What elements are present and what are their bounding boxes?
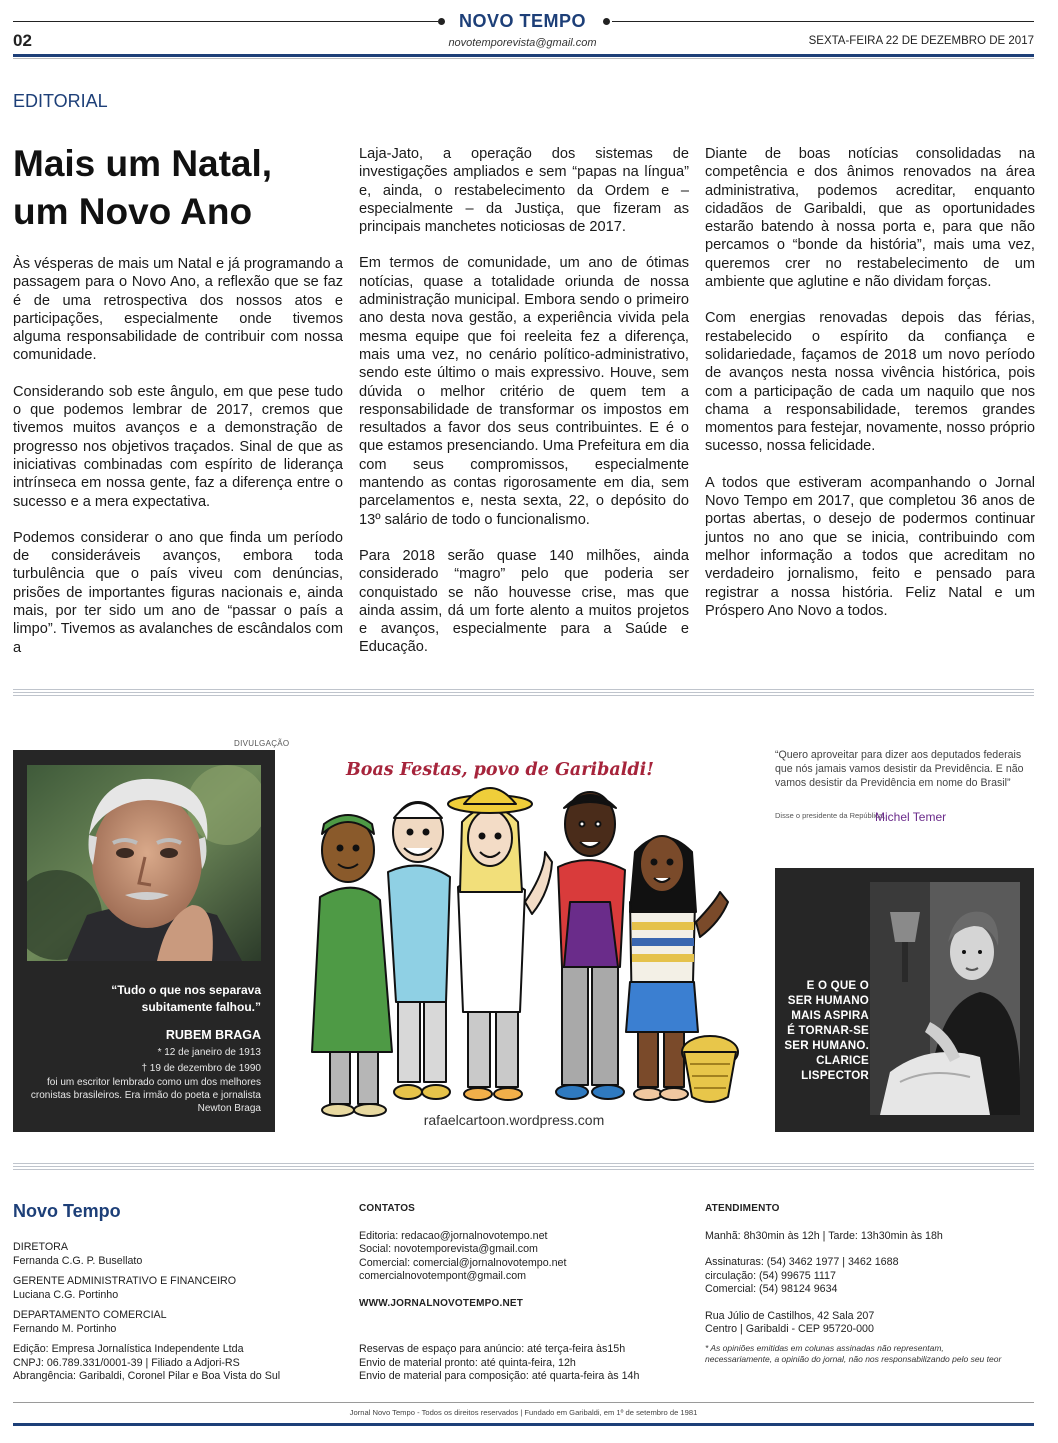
quote-line: subitamente falhou.” bbox=[141, 1000, 261, 1014]
quote-line: É TORNAR-SE bbox=[787, 1024, 869, 1037]
bio-line: foi um escritor lembrado como um dos melhores bbox=[47, 1077, 261, 1088]
footer-contacts bbox=[359, 1202, 689, 1384]
contact-line[interactable]: Comercial: comercial@jornalnovotempo.net bbox=[359, 1256, 567, 1269]
temer-attribution: Disse o presidente da República, bbox=[775, 811, 886, 820]
section-divider bbox=[13, 689, 1034, 696]
reach-info: Abrangência: Garibaldi, Coronel Pilar e Boa Vista do Sul bbox=[13, 1370, 281, 1382]
clarice-lispector-box bbox=[775, 868, 1034, 1132]
quote-line: SER HUMANO bbox=[787, 994, 869, 1007]
contact-line[interactable]: Social: novotemporevista@gmail.com bbox=[359, 1243, 538, 1255]
masthead-email[interactable]: novotemporevista@gmail.com bbox=[448, 37, 597, 49]
quote-author: RUBEM BRAGA bbox=[165, 1028, 261, 1042]
quote-line: CLARICE bbox=[816, 1054, 869, 1067]
quote-line: LISPECTOR bbox=[801, 1069, 869, 1082]
disclaimer bbox=[705, 1343, 1035, 1365]
phone-line: circulação: (54) 99675 1117 bbox=[705, 1269, 836, 1282]
staff-entry bbox=[13, 1241, 333, 1268]
clarice-quote bbox=[779, 978, 869, 1083]
cartoon-figure-red bbox=[556, 792, 625, 1099]
quote-line: MAIS ASPIRA bbox=[791, 1009, 869, 1022]
contacts-header: CONTATOS bbox=[359, 1203, 416, 1214]
editorial-column-1 bbox=[13, 255, 343, 675]
staff-name: Fernando M. Portinho bbox=[13, 1322, 117, 1335]
headline-line-2: um Novo Ano bbox=[13, 191, 253, 232]
cartoon-figure-hat bbox=[448, 788, 552, 1100]
service-hours: Manhã: 8h30min às 12h | Tarde: 13h30min às 18h bbox=[705, 1229, 943, 1242]
bottom-rule bbox=[13, 1402, 1034, 1403]
bio-line: Newton Braga bbox=[197, 1103, 261, 1114]
cartoon-figure-green bbox=[312, 815, 392, 1116]
staff-name: Luciana C.G. Portinho bbox=[13, 1288, 119, 1301]
editorial-column-2 bbox=[359, 145, 689, 675]
website-link[interactable]: WWW.JORNALNOVOTEMPO.NET bbox=[359, 1297, 524, 1309]
temer-quote: “Quero aproveitar para dizer aos deputados federais que nós jamais vamos desistir da Previdência. E não vamos desistir da Previdência em nome do Brasil” bbox=[775, 749, 1024, 789]
cartoon-url[interactable]: rafaelcartoon.wordpress.com bbox=[423, 1112, 605, 1128]
service-header: ATENDIMENTO bbox=[705, 1203, 780, 1214]
edition-info: Edição: Empresa Jornalística Independente Ltda bbox=[13, 1343, 244, 1355]
footer-brand: Novo Tempo bbox=[13, 1201, 121, 1221]
staff-role: DEPARTAMENTO COMERCIAL bbox=[13, 1309, 167, 1321]
quote-line: SER HUMANO. bbox=[784, 1039, 869, 1052]
cnpj-info: CNPJ: 06.789.331/0001-39 | Filiado a Adjori-RS bbox=[13, 1356, 240, 1369]
paragraph: Às vésperas de mais um Natal e já programando a passagem para o Novo Ano, a reflexão que se faz é de uma retrospectiva dos nossos atos e participações, especialmente onde tivemos alguma responsabilidade de contribuir com nossa comunidade. bbox=[13, 256, 343, 364]
paragraph: Considerando sob este ângulo, em que pese tudo o que podemos lembrar de 2017, cremos que tivemos muitos avanços e a demonstração de progresso nos objetivos traçados. Sinal de que as iniciativas combinadas com espírito de liderança intrínseca em nossa gente, faz a diferença entre o sucesso e a mera expectativa. bbox=[13, 383, 343, 510]
phone-line: Comercial: (54) 98124 9634 bbox=[705, 1283, 838, 1295]
paragraph: Em termos de comunidade, um ano de ótimas notícias, quase a totalidade oriunda de nossa administração municipal. Embora sendo o primeiro ano desta nova gestão, a experiência vivida pela mesma equipe que foi reeleita fez a diferença, mais uma vez, no cenário político-administrativo, sendo este último o mais expressivo. Houve, sem dúvida o melhor critério de quem tem a responsabilidade de transformar os impostos em resultados a favor dos seus contribuintes. E é o que estamos presenciando. Uma Prefeitura em dia com seus compromissos, especialmente mantendo as contas rigorosamente em dia, sem parcelamentos e, nesta sexta, 22, o depósito do 13º salário de todo o funcionalismo. bbox=[359, 255, 689, 528]
masthead-brand: NOVO TEMPO bbox=[458, 11, 586, 31]
contact-line[interactable]: comercialnovotempont@gmail.com bbox=[359, 1270, 527, 1282]
author-bio bbox=[21, 1076, 261, 1115]
staff-role: GERENTE ADMINISTRATIVO E FINANCEIRO bbox=[13, 1275, 237, 1287]
rubem-braga-portrait bbox=[27, 765, 261, 961]
disclaimer-line: necessariamente, a opinião do jornal, não nos responsabilizando pelo seu teor bbox=[705, 1353, 1002, 1364]
rubem-braga-quote-box bbox=[13, 750, 275, 1132]
temer-name: Michel Temer bbox=[875, 810, 947, 824]
bio-line: cronistas brasileiros. Era irmão do poeta e jornalista bbox=[30, 1090, 261, 1101]
deadline-line: Envio de material para composição: até quarta-feira às 14h bbox=[359, 1370, 640, 1382]
phone-line: Assinaturas: (54) 3462 1977 | 3462 1688 bbox=[705, 1256, 899, 1268]
address-line: Centro | Garibaldi - CEP 95720-000 bbox=[705, 1323, 874, 1335]
paragraph: A todos que estiveram acompanhando o Jornal Novo Tempo em 2017, que completou 36 anos de portas abertas, o desejo de podermos continuar juntos no ano que se inicia, contribuindo com melhor informação a todos que acreditam no verdadeiro jornalismo, feito e pensado para registrar a nossa história. Feliz Natal e um Próspero Ano Novo a todos. bbox=[705, 474, 1035, 619]
bottom-rule-thick bbox=[13, 1423, 1034, 1426]
editorial-column-3 bbox=[705, 145, 1035, 638]
issue-date: SEXTA-FEIRA 22 DE DEZEMBRO DE 2017 bbox=[808, 35, 1034, 47]
deadline-line: Envio de material pronto: até quinta-feira, 12h bbox=[359, 1356, 576, 1369]
cartoon-basket bbox=[682, 1036, 738, 1102]
deadline-line: Reservas de espaço para anúncio: até terça-feira às15h bbox=[359, 1343, 626, 1355]
rubem-braga-quote bbox=[41, 982, 261, 1016]
paragraph: Podemos considerar o ano que finda um período de consideráveis avanços, embora toda turbulência que o país viveu com denúncias, prisões de importantes figuras nacionais e, ainda mais, por ter sido um ano de “passar o país a limpo”. Tivemos as avalanches de escândalos com a bbox=[13, 529, 343, 656]
paragraph: Para 2018 serão quase 140 milhões, ainda considerado “magro” pelo que poderia ser conquistado se não houvesse crise, mas que ainda assim, dá um forte alento a muitos projetos e avanços, especialmente para a Saúde e Educação. bbox=[359, 547, 689, 656]
holiday-cartoon bbox=[300, 752, 740, 1136]
quote-line: “Tudo o que nos separava bbox=[111, 983, 261, 997]
photo-credit: DIVULGAÇÃO bbox=[234, 739, 290, 748]
footer-service bbox=[705, 1202, 1035, 1365]
masthead bbox=[0, 0, 1058, 60]
page-number: 02 bbox=[13, 31, 32, 50]
masthead-dot-right bbox=[603, 18, 610, 25]
address-line: Rua Júlio de Castilhos, 42 Sala 207 bbox=[705, 1309, 875, 1322]
section-label: EDITORIAL bbox=[13, 91, 108, 111]
staff-entry bbox=[13, 1309, 333, 1336]
cartoon-figure-blue bbox=[388, 802, 450, 1099]
quote-line: E O QUE O bbox=[806, 979, 869, 992]
copyright-line: Jornal Novo Tempo - Todos os direitos reservados | Fundado em Garibaldi, em 1º de setembro de 1981 bbox=[349, 1408, 698, 1417]
clarice-lispector-photo bbox=[870, 882, 1020, 1115]
disclaimer-line: * As opiniões emitidas em colunas assinadas não representam, bbox=[705, 1342, 944, 1353]
death-date: † 19 de dezembro de 1990 bbox=[141, 1063, 261, 1074]
masthead-line-right bbox=[612, 21, 1034, 22]
paragraph: Laja-Jato, a operação dos sistemas de investigações ampliados e sem “papas na língua” e, ainda, o restabelecimento da Ordem e – especialmente – da Justiça, que fizeram as principais manchetes noticiosas de 2017. bbox=[359, 146, 689, 236]
paragraph: Com energias renovadas depois das férias, restabelecido o espírito da confiança e solidariedade, façamos de 2018 um novo período de avanços nesta nossa vivência histórica, pois com a participação de cada um naquilo que nos chama a responsabilidade, teremos grandes momentos para festejar, novamente, nosso próprio sucesso, nossa felicidade. bbox=[705, 310, 1035, 455]
staff-role: DIRETORA bbox=[13, 1241, 69, 1253]
contact-line[interactable]: Editoria: redacao@jornalnovotempo.net bbox=[359, 1229, 548, 1242]
headline-line-1: Mais um Natal, bbox=[13, 143, 273, 184]
masthead-rule-thin bbox=[13, 58, 1034, 59]
headline bbox=[13, 140, 343, 236]
staff-name: Fernanda C.G. P. Busellato bbox=[13, 1254, 143, 1267]
staff-entry bbox=[13, 1275, 333, 1302]
footer-staff bbox=[13, 1241, 333, 1384]
masthead-rule bbox=[13, 54, 1034, 57]
birth-date: * 12 de janeiro de 1913 bbox=[157, 1047, 261, 1058]
footer-divider bbox=[13, 1163, 1034, 1170]
masthead-line-left bbox=[13, 21, 438, 22]
paragraph: Diante de boas notícias consolidadas na competência e dos ânimos renovados na área administrativa, podemos acreditar, enquanto cidadãos de Garibaldi, que as oportunidades estarão batendo à nossa porta e, para que não percamos o “bonde da história”, mais uma vez, queremos crer no restabelecimento de um ambiente que aglutine e não dividam forças. bbox=[705, 146, 1035, 291]
cartoon-title: Boas Festas, povo de Garibaldi! bbox=[346, 760, 654, 780]
